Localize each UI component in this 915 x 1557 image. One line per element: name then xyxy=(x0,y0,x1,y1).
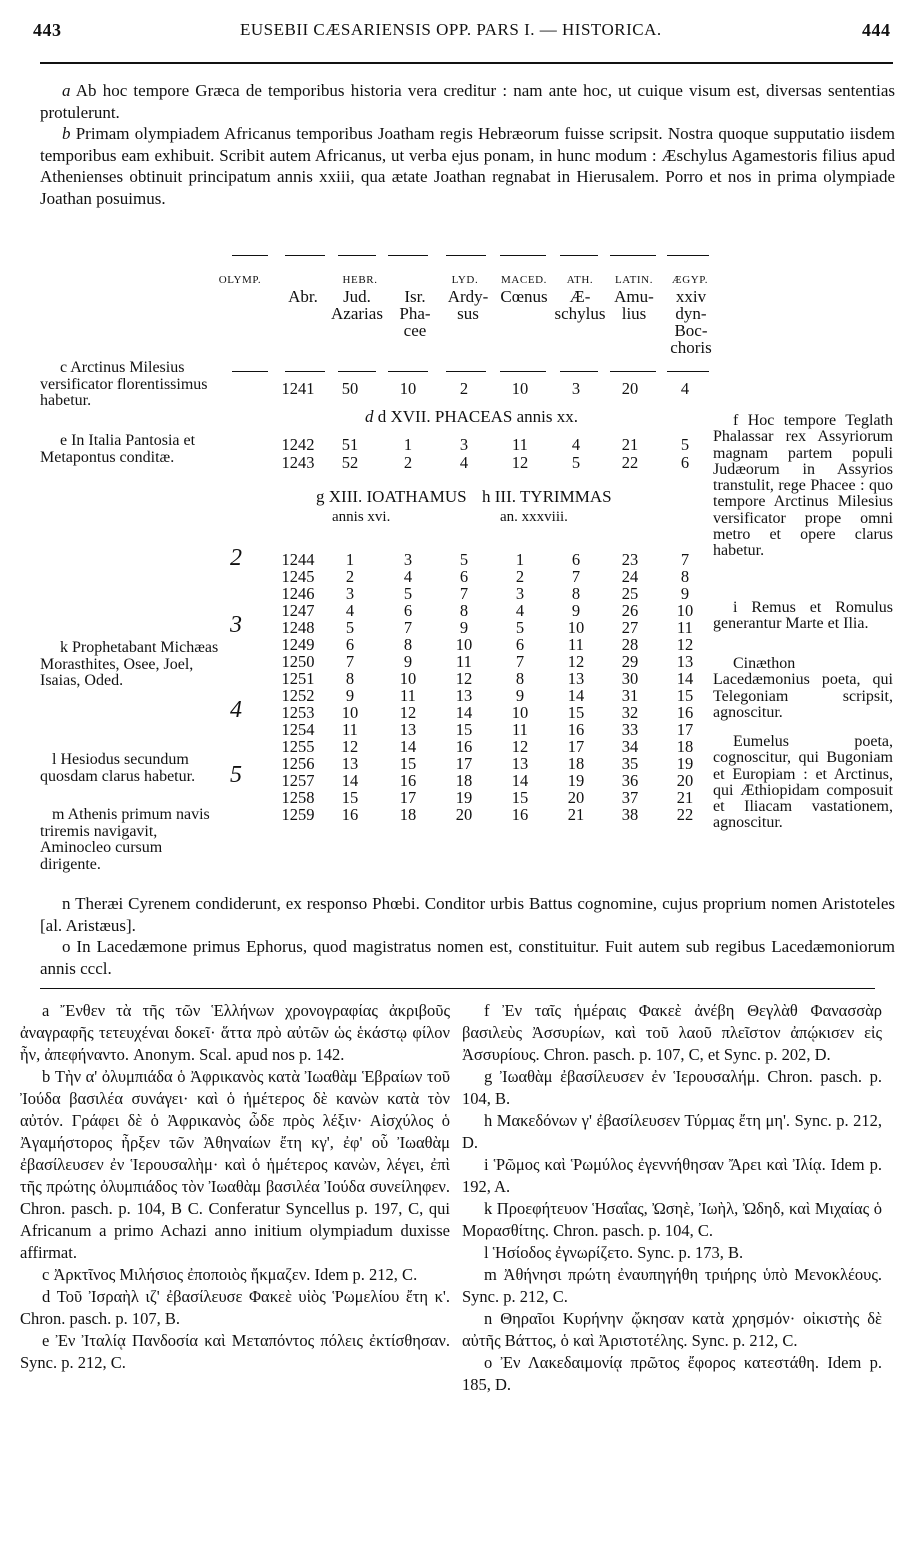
table-cell: 12 xyxy=(676,635,694,654)
table-cell: 1242 xyxy=(281,435,315,454)
header-rule xyxy=(40,62,893,64)
table-cell: 1252 xyxy=(281,686,315,705)
table-cell: 14 xyxy=(455,703,473,722)
table-cell: 12 xyxy=(399,703,417,722)
note-a-text: Ab hoc tempore Græca de temporibus historia vera creditur : nam ante hoc, ut cuique visum est, diversas sententias protulerunt. xyxy=(40,81,896,122)
greek-c: c Ἀρκτῖνος Μιλήσιος ἐποποιὸς ἤκμαζεν. Idem p. 212, C. xyxy=(42,1265,418,1284)
latin-name: Amu- lius xyxy=(614,287,654,323)
table-cell: 15 xyxy=(676,686,694,705)
latin-label: LATIN. xyxy=(614,274,654,286)
table-cell: 2 xyxy=(515,567,525,586)
table-cell: 3 xyxy=(345,584,355,603)
table-cell: 10 xyxy=(399,669,417,688)
reign-phaceas: d d XVII. PHACEAS annis xx. xyxy=(365,407,578,426)
note-cinaethon: Cinæthon Lacedæmonius poeta, qui Telegoniam scripsit, agnoscitur. xyxy=(713,655,893,721)
note-i: i Remus et Romulus generantur Marte et Ilia. xyxy=(713,599,893,633)
table-cell: 2 xyxy=(345,567,355,586)
table-cell: 21 xyxy=(676,788,694,807)
table-cell: 10 xyxy=(676,601,694,620)
table-cell: 1244 xyxy=(281,550,315,569)
table-cell: 1254 xyxy=(281,720,315,739)
page-number-right: 444 xyxy=(862,20,891,40)
greek-column-left xyxy=(20,1000,450,1374)
note-o: o In Lacedæmone primus Ephorus, quod magistratus nomen est, constituitur. Fuit autem sub regibus Lacedæmoniorum annis cccl. xyxy=(40,937,895,978)
table-cell: 1 xyxy=(345,550,355,569)
table-cell: 32 xyxy=(621,703,639,722)
table-cell: 35 xyxy=(621,754,639,773)
table-cell: 24 xyxy=(621,567,639,586)
greek-e: e Ἐν Ἰταλίᾳ Πανδοσία καὶ Μεταπόντος πόλεις ἐκτίσθησαν. Sync. p. 212, C. xyxy=(20,1331,450,1372)
greek-l: l Ἡσίοδος ἐγνωρίζετο. Sync. p. 173, B. xyxy=(484,1243,744,1262)
lyd-name: Ardy- sus xyxy=(447,287,489,323)
hebr-label: HEBR. xyxy=(342,274,378,286)
note-l: l Hesiodus secundum quosdam clarus habetur. xyxy=(40,751,196,785)
table-cell: 8 xyxy=(403,635,413,654)
table-cell: 5 xyxy=(515,618,525,637)
table-cell: 7 xyxy=(345,652,355,671)
table-cell: 15 xyxy=(511,788,529,807)
table-cell: 1248 xyxy=(281,618,315,637)
table-cell: 9 xyxy=(571,601,581,620)
table-cell: 11 xyxy=(456,652,472,671)
table-cell: 11 xyxy=(677,618,693,637)
greek-m: m Ἀθήνησι πρώτη ἐναυπηγήθη τριήρης ὑπὸ Μενοκλέους. Sync. p. 212, C. xyxy=(462,1265,882,1306)
table-cell: 16 xyxy=(341,805,359,824)
greek-i: i Ῥῶμος καὶ Ῥωμύλος ἐγεννήθησαν Ἄρει καὶ Ἰλίᾳ. Idem p. 192, A. xyxy=(462,1155,882,1196)
reign-ioathamus: g XIII. IOATHAMUS xyxy=(316,487,467,506)
table-cell: 1250 xyxy=(281,652,315,671)
table-cell: 17 xyxy=(399,788,417,807)
table-cell: 9 xyxy=(680,584,690,603)
table-cell: 7 xyxy=(571,567,581,586)
table-cell: 1259 xyxy=(281,805,315,824)
table-cell: 18 xyxy=(455,771,473,790)
table-cell: 11 xyxy=(342,720,358,739)
greek-h: h Μακεδόνων γ' ἐβασίλευσεν Τύρμας ἔτη μη'. Sync. p. 212, D. xyxy=(462,1111,882,1152)
table-cell: 11 xyxy=(512,435,528,454)
table-cell: 11 xyxy=(400,686,416,705)
table-cell: 51 xyxy=(341,435,359,454)
note-a-letter: a xyxy=(62,81,71,100)
table-cell: 10 xyxy=(511,379,529,398)
table-cell: 1253 xyxy=(281,703,315,722)
table-cell: 8 xyxy=(459,601,469,620)
running-title: EUSEBII CÆSARIENSIS OPP. PARS I. — HISTORICA. xyxy=(240,20,662,39)
greek-o: o Ἐν Λακεδαιμονίᾳ πρῶτος ἔφορος κατεστάθη. Idem p. 185, D. xyxy=(462,1353,882,1394)
table-cell: 10 xyxy=(341,703,359,722)
table-cell: 15 xyxy=(341,788,359,807)
maced-label: MACED. xyxy=(500,274,548,286)
table-cell: 15 xyxy=(455,720,473,739)
table-cell: 4 xyxy=(345,601,355,620)
table-cell: 1255 xyxy=(281,737,315,756)
reign-tyrimmas: h III. TYRIMMAS xyxy=(482,487,612,506)
maced-name: Cœnus xyxy=(500,287,548,306)
table-cell: 15 xyxy=(567,703,585,722)
table-cell: 26 xyxy=(621,601,639,620)
table-cell: 6 xyxy=(515,635,525,654)
olympiad-3: 3 xyxy=(230,612,242,638)
greek-f: f Ἐν ταῖς ἡμέραις Φακεὲ ἀνέβη Θεγλὰθ Φανασσὰρ βασιλεὺς Ἀσσυρίων, καὶ τοῦ λαοῦ πλεῖστον ἀπῴκισεν εἰς Ἀσσυρίους. Chron. pasch. p. 107, C, et Sync. p. 202, D. xyxy=(462,1001,882,1064)
table-cell: 8 xyxy=(680,567,690,586)
table-cell: 5 xyxy=(459,550,469,569)
olympiad-2: 2 xyxy=(230,545,242,571)
table-cell: 25 xyxy=(621,584,639,603)
table-cell: 7 xyxy=(403,618,413,637)
table-cell: 22 xyxy=(621,453,639,472)
table-cell: 1247 xyxy=(281,601,315,620)
table-cell: 17 xyxy=(676,720,694,739)
table-cell: 16 xyxy=(455,737,473,756)
table-cell: 1258 xyxy=(281,788,315,807)
table-cell: 8 xyxy=(571,584,581,603)
jud-label: Jud. Azarias xyxy=(331,287,383,323)
table-cell: 9 xyxy=(403,652,413,671)
table-cell: 18 xyxy=(676,737,694,756)
table-cell: 14 xyxy=(511,771,529,790)
aegyp-label: ÆGYP. xyxy=(671,274,709,286)
table-cell: 13 xyxy=(455,686,473,705)
table-cell: 9 xyxy=(515,686,525,705)
table-cell: 1246 xyxy=(281,584,315,603)
note-e: e In Italia Pantosia et Metapontus conditæ. xyxy=(40,432,196,466)
greek-g: g Ἰωαθὰμ ἐβασίλευσεν ἐν Ἱερουσαλήμ. Chron. pasch. p. 104, B. xyxy=(462,1067,882,1108)
table-cell: 1249 xyxy=(281,635,315,654)
table-cell: 6 xyxy=(459,567,469,586)
note-c: c Arctinus Milesius versificator florentissimus habetur. xyxy=(40,359,208,409)
table-cell: 23 xyxy=(621,550,639,569)
isr-label: Isr. Pha- cee xyxy=(399,287,431,340)
greek-column-right xyxy=(462,1000,882,1396)
table-cell: 16 xyxy=(676,703,694,722)
greek-d: d Τοῦ Ἰσραὴλ ιζ' ἐβασίλευσε Φακεὲ υἱὸς Ῥωμελίου ἔτη κ'. Chron. pasch. p. 107, B. xyxy=(20,1287,450,1328)
table-cell: 7 xyxy=(459,584,469,603)
table-cell: 9 xyxy=(345,686,355,705)
table-cell: 19 xyxy=(676,754,694,773)
table-cell: 1251 xyxy=(281,669,315,688)
table-cell: 13 xyxy=(676,652,694,671)
ath-label: ATH. xyxy=(566,274,594,286)
table-cell: 18 xyxy=(399,805,417,824)
footnote-rule xyxy=(40,988,875,989)
table-cell: 30 xyxy=(621,669,639,688)
note-n: n Theræi Cyrenem condiderunt, ex responso Phœbi. Conditor urbis Battus cognomine, cujus proprium nomen Aristoteles [al. Aristæus]. xyxy=(40,894,895,935)
table-cell: 10 xyxy=(399,379,417,398)
note-b-text: Primam olympiadem Africanus temporibus Joatham regis Hebræorum fuisse scripsit. Nostra quoque supputatio iisdem temporibus eam exhibuit. Scribit autem Africanus, ut verba ejus ponam, in hunc modum : Æschylus Agamestoris filius apud Athenienses obtinuit principatum annis xxiii, qua ætate Joathan regnabat in Hierusalem. Porro et nos in prima olympiade Joathan posuimus. xyxy=(40,124,895,208)
table-cell: 5 xyxy=(403,584,413,603)
greek-n: n Θηραῖοι Κυρήνην ᾤκησαν κατὰ χρησμόν· οἰκιστὴς δὲ αὐτῆς Βάττος, ὁ καὶ Ἀριστοτέλης. Sync. p. 212, C. xyxy=(462,1309,882,1350)
table-cell: 14 xyxy=(341,771,359,790)
table-cell: 12 xyxy=(455,669,473,688)
aegyp-name: xxiv dyn- Boc- choris xyxy=(670,287,712,357)
table-cell: 20 xyxy=(567,788,585,807)
table-cell: 5 xyxy=(345,618,355,637)
table-cell: 14 xyxy=(567,686,585,705)
abr-label: Abr. xyxy=(288,287,318,306)
table-cell: 36 xyxy=(621,771,639,790)
table-cell: 14 xyxy=(676,669,694,688)
table-cell: 21 xyxy=(621,435,639,454)
table-cell: 1245 xyxy=(281,567,315,586)
table-cell: 38 xyxy=(621,805,639,824)
top-notes xyxy=(40,80,895,209)
table-cell: 18 xyxy=(567,754,585,773)
table-cell: 8 xyxy=(515,669,525,688)
table-cell: 5 xyxy=(571,453,581,472)
table-cell: 20 xyxy=(676,771,694,790)
ath-name: Æ- schylus xyxy=(554,287,606,323)
table-cell: 20 xyxy=(621,379,639,398)
table-cell: 11 xyxy=(568,635,584,654)
table-cell: 1243 xyxy=(281,453,315,472)
table-cell: 17 xyxy=(567,737,585,756)
table-cell: 19 xyxy=(567,771,585,790)
table-cell: 31 xyxy=(621,686,639,705)
table-cell: 28 xyxy=(621,635,639,654)
table-cell: 12 xyxy=(341,737,359,756)
table-cell: 1256 xyxy=(281,754,315,773)
table-cell: 11 xyxy=(512,720,528,739)
table-cell: 13 xyxy=(341,754,359,773)
table-cell: 3 xyxy=(571,379,581,398)
table-cell: 1241 xyxy=(281,379,315,398)
bottom-notes xyxy=(40,893,895,979)
olympiad-5: 5 xyxy=(230,762,242,788)
table-cell: 6 xyxy=(403,601,413,620)
greek-k: k Προεφήτευον Ἡσαΐας, Ὠσηὲ, Ἰωὴλ, Ὠδηδ, καὶ Μιχαίας ὁ Μορασθίτης. Chron. pasch. p. 104, C. xyxy=(462,1199,882,1240)
table-cell: 17 xyxy=(455,754,473,773)
table-cell: 12 xyxy=(511,737,529,756)
table-cell: 3 xyxy=(515,584,525,603)
table-cell: 10 xyxy=(455,635,473,654)
table-cell: 6 xyxy=(571,550,581,569)
table-cell: 6 xyxy=(680,453,690,472)
table-cell: 3 xyxy=(459,435,469,454)
note-m: m Athenis primum navis triremis navigavit, Aminocleo cursum dirigente. xyxy=(40,806,210,873)
table-cell: 9 xyxy=(459,618,469,637)
table-cell: 1 xyxy=(515,550,525,569)
table-cell: 13 xyxy=(511,754,529,773)
table-cell: 50 xyxy=(341,379,359,398)
table-cell: 16 xyxy=(399,771,417,790)
note-eumelus: Eumelus poeta, cognoscitur, qui Bugoniam et Europiam : et Arctinus, qui Æthiopidam composuit et Iliacam vastationem, agnoscitur. xyxy=(713,733,893,832)
table-cell: 16 xyxy=(511,805,529,824)
table-cell: 4 xyxy=(571,435,581,454)
table-cell: 12 xyxy=(511,453,529,472)
table-cell: 22 xyxy=(676,805,694,824)
table-cell: 6 xyxy=(345,635,355,654)
table-cell: 4 xyxy=(459,453,469,472)
table-cell: 37 xyxy=(621,788,639,807)
table-cell: 21 xyxy=(567,805,585,824)
table-cell: 5 xyxy=(680,435,690,454)
table-cell: 4 xyxy=(680,379,690,398)
note-b-letter: b xyxy=(62,124,71,143)
table-cell: 8 xyxy=(345,669,355,688)
note-k: k Prophetabant Michæas Morasthites, Osee, Joel, Isaias, Oded. xyxy=(40,639,219,689)
table-cell: 2 xyxy=(459,379,469,398)
note-f: f Hoc tempore Teglath Phalassar rex Assyriorum magnam partem populi Judæorum in Assyrios transtulit, rege Phacee : quo tempore Arctinus Milesius versificator prope omni metro et opere clarus habetur. xyxy=(713,412,893,560)
table-cell: 7 xyxy=(515,652,525,671)
table-cell: 7 xyxy=(680,550,690,569)
table-cell: 15 xyxy=(399,754,417,773)
table-cell: 29 xyxy=(621,652,639,671)
table-cell: 1 xyxy=(403,435,413,454)
table-cell: 19 xyxy=(455,788,473,807)
table-cell: 4 xyxy=(515,601,525,620)
olymp-label: OLYMP. xyxy=(218,274,262,286)
greek-a: a Ἔνθεν τὰ τῆς τῶν Ἑλλήνων χρονογραφίας ἀκριβοῦς ἀναγραφῆς τετευχέναι δοκεῖ· ἅττα πρὸ αὐτῶν ὡς ἑκάστῳ φίλον ἦν, ἀπεφήναντο. Anonym. Scal. apud nos p. 142. xyxy=(20,1001,450,1064)
table-cell: 2 xyxy=(403,453,413,472)
table-cell: 10 xyxy=(567,618,585,637)
table-cell: 14 xyxy=(399,737,417,756)
table-cell: 34 xyxy=(621,737,639,756)
greek-b: b Τὴν α' ὀλυμπιάδα ὁ Ἀφρικανὸς κατὰ Ἰωαθὰμ Ἑβραίων τοῦ Ἰούδα βασιλέα συνάγει· καὶ ὁ ἡμέτερος δὲ κανὼν κατὰ τὸν αὐτόν. Γράφει δὲ ὁ Ἀφρικανὸς ὧδε πρὸς λέξιν· Αἰσχύλος ὁ Ἀγαμήστορος ἦρξεν τῶν Ἀθηναίων ἔτη κγ', ἐφ' οὗ Ἰωαθὰμ ἐβασίλευσεν ἐν Ἱερουσαλὴμ· καὶ ὁ ἡμέτερος κανὼν, λέγει, ἐπὶ τῆς πρώτης ὀλυμπιάδος τὸν Ἰωαθὰμ βασιλέα Ἰούδα συνείληφεν. Chron. pasch. p. 104, B C. Conferatur Syncellus p. 197, C, qui Africanum a primo Achazi anno initium olympiadum duxisse affirmat. xyxy=(20,1067,450,1262)
table-cell: 10 xyxy=(511,703,529,722)
table-cell: 33 xyxy=(621,720,639,739)
reign-tyrimmas-years: an. xxxviii. xyxy=(500,509,568,525)
page-number-left: 443 xyxy=(33,20,62,40)
table-cell: 3 xyxy=(403,550,413,569)
lyd-label: LYD. xyxy=(451,274,479,286)
table-cell: 27 xyxy=(621,618,639,637)
table-cell: 12 xyxy=(567,652,585,671)
table-cell: 16 xyxy=(567,720,585,739)
table-cell: 1257 xyxy=(281,771,315,790)
table-cell: 13 xyxy=(567,669,585,688)
reign-ioathamus-years: annis xvi. xyxy=(332,509,391,525)
table-cell: 52 xyxy=(341,453,359,472)
table-cell: 4 xyxy=(403,567,413,586)
table-cell: 20 xyxy=(455,805,473,824)
olympiad-4: 4 xyxy=(230,697,242,723)
table-cell: 13 xyxy=(399,720,417,739)
